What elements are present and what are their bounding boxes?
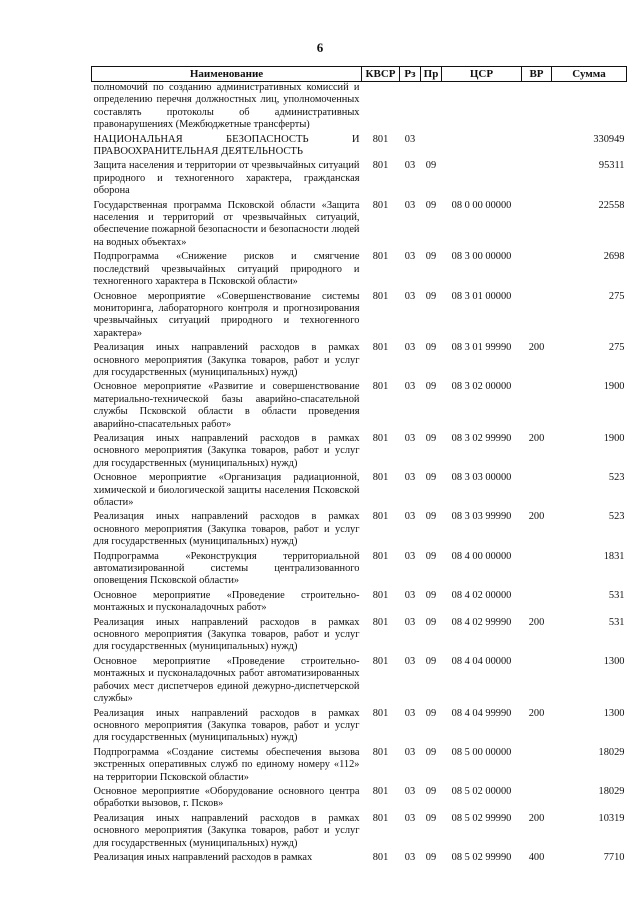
cell-csr: 08 0 00 00000: [451, 199, 512, 211]
cell-kvsr: 801: [372, 589, 389, 601]
table-row: [92, 511, 627, 550]
cell-rz: 03: [404, 472, 416, 484]
cell-name: Основное мероприятие «Развитие и совершенствование материально-технической базы аварийно-спасательной службы Псковской области в области проведения аварийно-спасательных работ»: [93, 381, 360, 430]
table-row: [92, 342, 627, 381]
cell-pr: 09: [425, 199, 437, 211]
cell-rz: 03: [404, 746, 416, 758]
cell-rz: 03: [404, 550, 416, 562]
cell-csr: [442, 82, 522, 134]
cell-name: Подпрограмма «Снижение рисков и смягчение последствий чрезвычайных ситуаций природного и техногенного характера в Псковской области»: [93, 251, 360, 288]
cell-rz: 03: [404, 707, 416, 719]
table-row: [92, 708, 627, 747]
cell-sum: 330949: [593, 133, 625, 145]
cell-csr: 08 4 04 00000: [451, 655, 512, 667]
cell-rz: 03: [404, 616, 416, 628]
cell-sum: [552, 82, 627, 134]
table-row: [92, 852, 627, 866]
cell-rz: 03: [404, 851, 416, 863]
cell-rz: 03: [404, 160, 416, 172]
cell-kvsr: 801: [372, 199, 389, 211]
header-rz: Рз: [400, 67, 421, 82]
table-row: [92, 656, 627, 708]
cell-vr: 200: [528, 812, 545, 824]
header-kvsr: КВСР: [362, 67, 400, 82]
cell-sum: 1900: [603, 381, 625, 393]
cell-kvsr: 801: [372, 342, 389, 354]
cell-name: Подпрограмма «Реконструкция территориальной автоматизированной системы централизованного оповещения Псковской области»: [93, 550, 360, 587]
table-row: [92, 200, 627, 252]
cell-csr: 08 5 02 99990: [451, 812, 512, 824]
cell-pr: 09: [425, 616, 437, 628]
cell-csr: 08 5 02 00000: [451, 785, 512, 797]
cell-csr: 08 4 00 00000: [451, 550, 512, 562]
header-vr: ВР: [522, 67, 552, 82]
cell-sum: 1900: [603, 432, 625, 444]
cell-kvsr: 801: [372, 655, 389, 667]
cell-vr: [522, 747, 552, 786]
cell-csr: 08 5 00 00000: [451, 746, 512, 758]
cell-kvsr: 801: [372, 746, 389, 758]
cell-csr: 08 3 01 00000: [451, 290, 512, 302]
cell-sum: 523: [608, 472, 625, 484]
page-number: 6: [316, 40, 324, 55]
cell-pr: 09: [425, 290, 437, 302]
cell-kvsr: 801: [372, 381, 389, 393]
cell-vr: [522, 381, 552, 433]
cell-pr: [421, 134, 442, 161]
cell-rz: 03: [404, 133, 416, 145]
cell-kvsr: 801: [372, 432, 389, 444]
cell-kvsr: 801: [372, 160, 389, 172]
cell-vr: 200: [528, 432, 545, 444]
table-row: [92, 813, 627, 852]
cell-vr: [522, 551, 552, 590]
table-row: [92, 747, 627, 786]
cell-vr: [522, 82, 552, 134]
cell-kvsr: 801: [372, 133, 389, 145]
cell-pr: 09: [425, 851, 437, 863]
cell-csr: 08 3 02 99990: [451, 432, 512, 444]
cell-rz: 03: [404, 812, 416, 824]
cell-csr: 08 3 02 00000: [451, 381, 512, 393]
cell-pr: 09: [425, 472, 437, 484]
cell-vr: 200: [528, 707, 545, 719]
cell-vr: [522, 251, 552, 290]
cell-kvsr: 801: [372, 812, 389, 824]
cell-name: Реализация иных направлений расходов в рамках основного мероприятия (Закупка товаров, работ и услуг для государственных (муниципальных) нужд): [93, 342, 360, 378]
cell-pr: 09: [425, 342, 437, 354]
cell-name: полномочий по созданию административных комиссий и определению перечня должностных лиц, уполномоченных составлять протоколы об административных правонарушениях (Межбюджетные трансферты): [93, 82, 360, 131]
cell-pr: [421, 82, 442, 134]
cell-sum: 1831: [603, 550, 625, 562]
table-row: [92, 160, 627, 199]
cell-pr: 09: [425, 511, 437, 523]
cell-name: Государственная программа Псковской области «Защита населения и территорий от чрезвычайных ситуаций, обеспечение пожарной безопасности и безопасности людей на водных объектах»: [93, 199, 360, 248]
table-row: [92, 134, 627, 161]
cell-sum: 18029: [598, 785, 625, 797]
cell-csr: 08 4 04 99990: [451, 707, 512, 719]
table-header-row: [92, 67, 627, 82]
cell-sum: 275: [608, 342, 625, 354]
table-row: [92, 433, 627, 472]
table-row: [92, 82, 627, 134]
cell-pr: 09: [425, 812, 437, 824]
cell-csr: 08 3 00 00000: [451, 251, 512, 263]
cell-vr: 200: [528, 616, 545, 628]
cell-rz: 03: [404, 381, 416, 393]
cell-kvsr: 801: [372, 511, 389, 523]
cell-csr: 08 5 02 99990: [451, 851, 512, 863]
header-sum: Сумма: [552, 67, 627, 82]
cell-sum: 22558: [598, 199, 625, 211]
cell-csr: [442, 160, 522, 199]
cell-name: Подпрограмма «Создание системы обеспечения вызова экстренных оперативных служб по единому номеру «112» на территории Псковской области»: [93, 746, 360, 783]
cell-pr: 09: [425, 160, 437, 172]
header-csr: ЦСР: [442, 67, 522, 82]
cell-vr: [522, 472, 552, 511]
table-row: [92, 590, 627, 617]
table-row: [92, 381, 627, 433]
cell-sum: 523: [608, 511, 625, 523]
cell-kvsr: 801: [372, 290, 389, 302]
cell-name: Реализация иных направлений расходов в рамках основного мероприятия (Закупка товаров, работ и услуг для государственных (муниципальных) нужд): [93, 511, 360, 548]
cell-pr: 09: [425, 746, 437, 758]
cell-name: Реализация иных направлений расходов в рамках основного мероприятия (Закупка товаров, работ и услуг для государственных (муниципальных) нужд): [93, 707, 360, 744]
cell-pr: 09: [425, 785, 437, 797]
cell-kvsr: 801: [372, 251, 389, 263]
cell-pr: 09: [425, 381, 437, 393]
cell-rz: 03: [404, 432, 416, 444]
table-row: [92, 251, 627, 290]
cell-csr: [442, 134, 522, 161]
cell-kvsr: 801: [372, 851, 389, 863]
cell-csr: 08 4 02 99990: [451, 616, 512, 628]
cell-vr: [522, 786, 552, 813]
cell-kvsr: 801: [372, 550, 389, 562]
header-pr: Пр: [421, 67, 442, 82]
cell-rz: 03: [404, 785, 416, 797]
cell-pr: 09: [425, 251, 437, 263]
cell-kvsr: 801: [372, 785, 389, 797]
cell-sum: 1300: [603, 655, 625, 667]
table-row: [92, 472, 627, 511]
cell-name: НАЦИОНАЛЬНАЯ БЕЗОПАСНОСТЬ И ПРАВООХРАНИТЕЛЬНАЯ ДЕЯТЕЛЬНОСТЬ: [93, 133, 360, 158]
cell-vr: 200: [528, 342, 545, 354]
cell-kvsr: 801: [372, 616, 389, 628]
cell-sum: 275: [608, 290, 625, 302]
cell-vr: [522, 134, 552, 161]
cell-rz: 03: [404, 342, 416, 354]
cell-sum: 10319: [598, 812, 625, 824]
cell-rz: 03: [404, 199, 416, 211]
table-row: [92, 786, 627, 813]
cell-rz: 03: [404, 251, 416, 263]
cell-csr: 08 4 02 00000: [451, 589, 512, 601]
table-row: [92, 551, 627, 590]
cell-pr: 09: [425, 550, 437, 562]
cell-kvsr: 801: [372, 707, 389, 719]
cell-vr: 400: [528, 851, 545, 863]
cell-rz: 03: [404, 655, 416, 667]
cell-vr: [522, 200, 552, 252]
cell-kvsr: 801: [372, 472, 389, 484]
cell-name: Реализация иных направлений расходов в рамках основного мероприятия (Закупка товаров, работ и услуг для государственных (муниципальных) нужд): [93, 616, 360, 653]
table-row: [92, 291, 627, 343]
cell-name: Основное мероприятие «Проведение строительно-монтажных и пусконаладочных работ»: [93, 589, 360, 614]
cell-rz: 03: [404, 589, 416, 601]
cell-name: Реализация иных направлений расходов в рамках основного мероприятия (Закупка товаров, работ и услуг для государственных (муниципальных) нужд): [93, 812, 360, 849]
header-name: Наименование: [92, 67, 362, 82]
cell-pr: 09: [425, 589, 437, 601]
cell-sum: 18029: [598, 746, 625, 758]
cell-rz: 03: [404, 290, 416, 302]
cell-pr: 09: [425, 707, 437, 719]
cell-sum: 7710: [603, 851, 625, 863]
cell-pr: 09: [425, 655, 437, 667]
cell-name: Основное мероприятие «Оборудование основного центра обработки вызовов, г. Псков»: [93, 785, 360, 810]
table-row: [92, 617, 627, 656]
cell-name: Основное мероприятие «Проведение строительно-монтажных и пусконаладочных работ автоматизированных рабочих мест диспетчеров единой дежурно-диспетчерской службы»: [93, 655, 360, 705]
cell-sum: 531: [608, 616, 625, 628]
cell-sum: 2698: [603, 251, 625, 263]
cell-rz: [400, 82, 421, 134]
cell-name: Основное мероприятие «Совершенствование системы мониторинга, лабораторного контроля и прогнозирования чрезвычайных ситуаций природного и техногенного характера»: [93, 290, 360, 339]
cell-sum: 1300: [603, 707, 625, 719]
cell-name: Реализация иных направлений расходов в рамках: [93, 851, 313, 863]
cell-csr: 08 3 01 99990: [451, 342, 512, 354]
cell-vr: [522, 291, 552, 343]
cell-csr: 08 3 03 99990: [451, 511, 512, 523]
cell-name: Основное мероприятие «Организация радиационной, химической и биологической защиты населения Псковской области»: [93, 472, 360, 508]
budget-table: [91, 66, 627, 866]
cell-pr: 09: [425, 432, 437, 444]
cell-csr: 08 3 03 00000: [451, 472, 512, 484]
cell-sum: 95311: [598, 160, 625, 172]
cell-vr: 200: [528, 511, 545, 523]
cell-sum: 531: [608, 589, 625, 601]
cell-rz: 03: [404, 511, 416, 523]
cell-name: Защита населения и территории от чрезвычайных ситуаций природного и техногенного характера, гражданская оборона: [93, 160, 360, 197]
cell-name: Реализация иных направлений расходов в рамках основного мероприятия (Закупка товаров, работ и услуг для государственных (муниципальных) нужд): [93, 432, 360, 469]
cell-vr: [522, 656, 552, 708]
cell-kvsr: [362, 82, 400, 134]
cell-vr: [522, 160, 552, 199]
cell-vr: [522, 590, 552, 617]
